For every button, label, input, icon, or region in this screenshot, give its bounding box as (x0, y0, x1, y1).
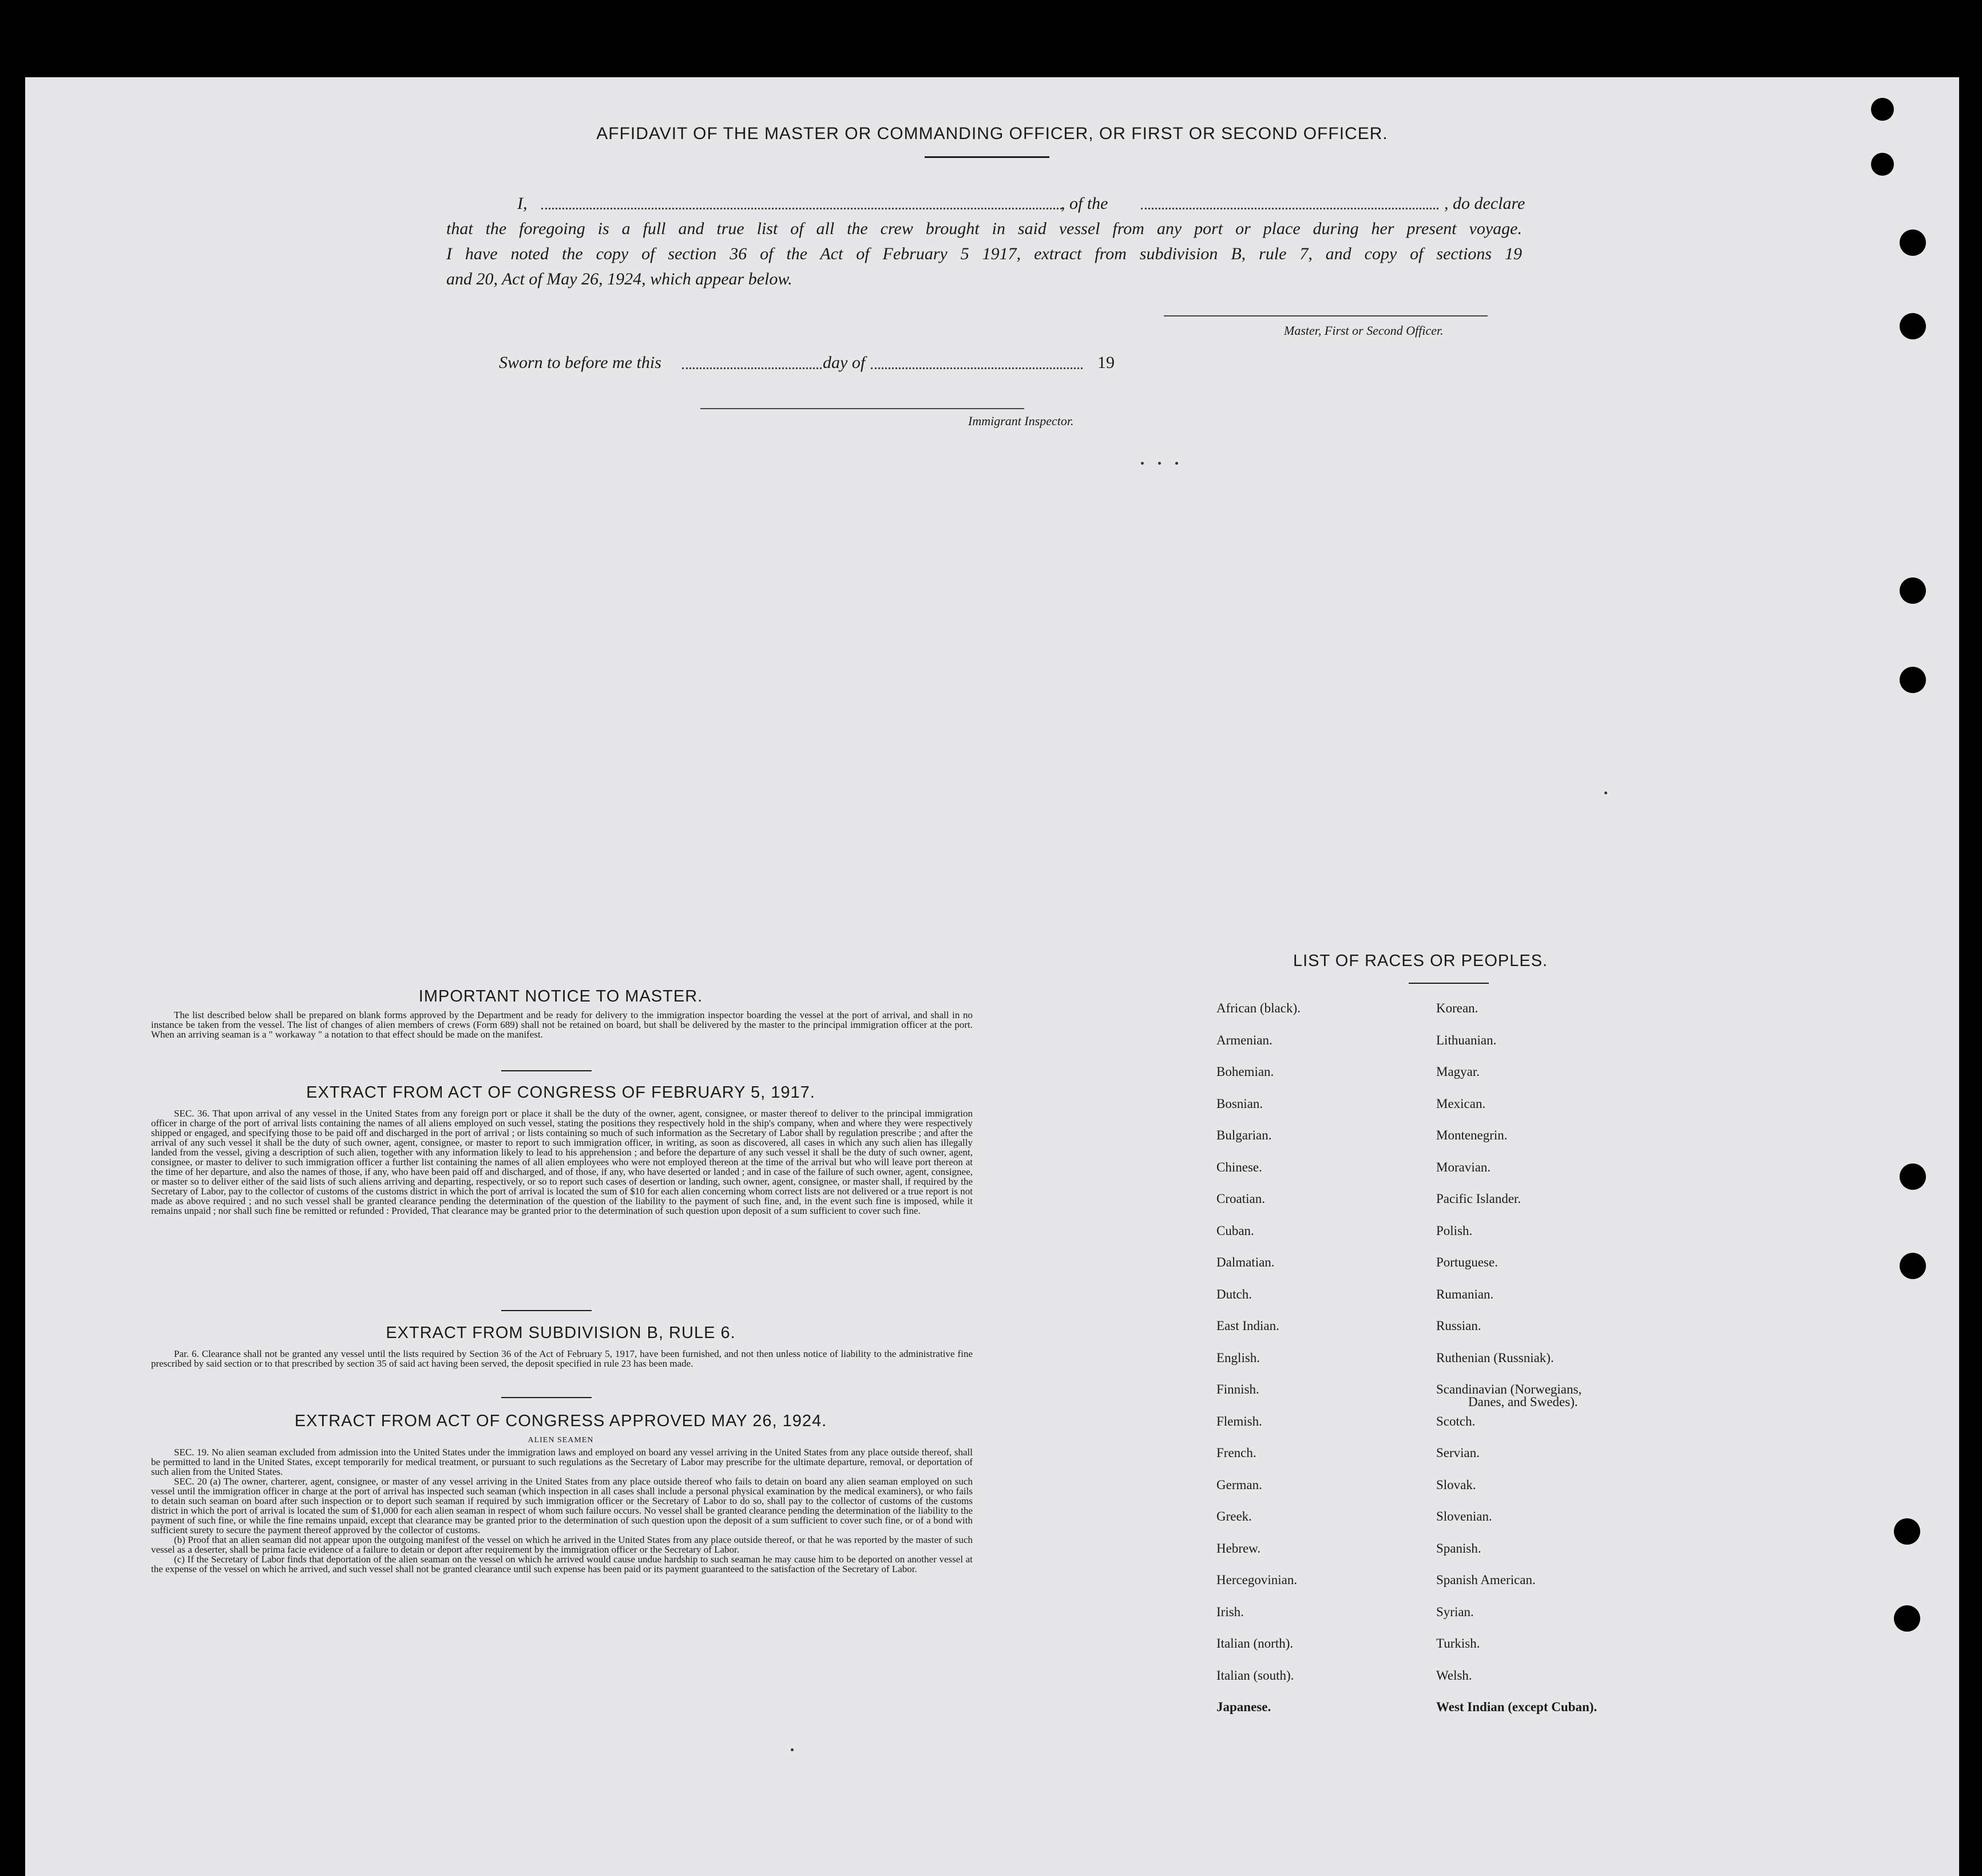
race-item: Turkish. (1436, 1636, 1480, 1651)
race-item: Bulgarian. (1216, 1128, 1272, 1142)
race-item: Dutch. (1216, 1287, 1252, 1301)
affidavit-title: AFFIDAVIT OF THE MASTER OR COMMANDING OFFICER, OR FIRST OR SECOND OFFICER. (596, 124, 1388, 143)
race-item: Moravian. (1436, 1159, 1491, 1174)
race-item: Polish. (1436, 1223, 1473, 1238)
race-item: Mexican. (1436, 1096, 1486, 1111)
punch-hole (1900, 229, 1926, 256)
race-item: Montenegrin. (1436, 1128, 1508, 1142)
race-item: Croatian. (1216, 1192, 1265, 1206)
races-title: LIST OF RACES OR PEOPLES. (1293, 952, 1548, 970)
notice-title: IMPORTANT NOTICE TO MASTER. (418, 987, 703, 1006)
speck (1175, 462, 1178, 465)
punch-hole (1900, 577, 1926, 604)
extract-1924-body (151, 1447, 973, 1574)
race-item: Slovak. (1436, 1477, 1476, 1492)
race-item: Cuban. (1216, 1223, 1254, 1238)
race-item: East Indian. (1216, 1319, 1279, 1333)
punch-hole (1894, 1518, 1920, 1545)
race-item: Italian (south). (1216, 1668, 1294, 1683)
punch-hole (1894, 1605, 1920, 1632)
affidavit-line-4: and 20, Act of May 26, 1924, which appear below. (446, 270, 792, 288)
race-item: English. (1216, 1350, 1260, 1365)
extract-1924-para: (b) Proof that an alien seaman did not appear upon the outgoing manifest of the vessel on which he arrived in the United States from any place outside thereof, or that he was reported by the master of such vessel as a deserter, shall be prima facie evidence of a failure to detain or deport after requirement by the immigration officer or the Secretary of Labor. (151, 1534, 973, 1555)
extract-1924-title: EXTRACT FROM ACT OF CONGRESS APPROVED MAY 26, 1924. (294, 1412, 827, 1430)
rule6-title: EXTRACT FROM SUBDIVISION B, RULE 6. (386, 1324, 736, 1342)
race-item: Flemish. (1216, 1414, 1262, 1428)
race-item: Dalmatian. (1216, 1255, 1275, 1269)
speck (1604, 791, 1607, 794)
race-item: Armenian. (1216, 1032, 1273, 1047)
extract-1924-para: SEC. 19. No alien seaman excluded from admission into the United States under the immigration laws and employed on board any vessel arriving in the United States from any place outside thereof, shall be permitted to land in the United States, except temporarily for medical treatment, or pursuant to such regulations as the Secretary of Labor may prescribe for the ultimate departure, removal, or deportation of such alien from the United States. (151, 1447, 973, 1477)
race-item: Scotch. (1436, 1414, 1476, 1428)
race-item-continuation: Danes, and Swedes). (1468, 1395, 1578, 1409)
race-item: West Indian (except Cuban). (1436, 1700, 1598, 1714)
vessel-blank (1141, 208, 1438, 209)
inspector-label: Immigrant Inspector. (968, 414, 1074, 428)
race-item: Russian. (1436, 1319, 1481, 1333)
affidavit-do-declare: , do declare (1444, 194, 1525, 213)
race-item: Spanish. (1436, 1541, 1481, 1556)
punch-hole (1900, 1253, 1926, 1279)
race-item: Chinese. (1216, 1159, 1262, 1174)
race-item: Portuguese. (1436, 1255, 1498, 1269)
race-item: Japanese. (1216, 1700, 1271, 1714)
race-item: Syrian. (1436, 1604, 1474, 1619)
race-item: Finnish. (1216, 1382, 1259, 1396)
race-item: Greek. (1216, 1509, 1252, 1523)
title-underline (925, 156, 1049, 158)
affidavit-line-2: that the foregoing is a full and true list of all the crew brought in said vessel from any port or place during her present voyage. (446, 219, 1522, 238)
race-item: Magyar. (1436, 1064, 1480, 1079)
race-item: Hercegovinian. (1216, 1573, 1298, 1587)
document-page (25, 77, 1959, 1876)
race-item: African (black). (1216, 1001, 1301, 1015)
race-item: Lithuanian. (1436, 1032, 1497, 1047)
races-right-column (1436, 1000, 1597, 1731)
race-item: Italian (north). (1216, 1636, 1294, 1651)
race-item: Rumanian. (1436, 1287, 1494, 1301)
affidavit-i: I, (517, 194, 528, 213)
race-item: Servian. (1436, 1446, 1480, 1460)
races-left-column (1216, 1000, 1301, 1731)
sworn-year: 19 (1097, 353, 1115, 372)
notice-text: The list described below shall be prepared on blank forms approved by the Department and be ready for delivery to the immigration inspector boarding the vessel at the port of arrival, and shall in no instance be taken from the vessel. The list of changes of alien members of crews (Form 689) shall not be retained on board, but shall be delivered by the master to the principal immigration officer at the port. When an arriving seaman is a " workaway " a notation to that effect should be made on the manifest. (151, 1010, 973, 1040)
notice-divider (501, 1070, 592, 1071)
inspector-signature-line (700, 408, 1024, 409)
speck (791, 1748, 794, 1751)
speck (1141, 462, 1144, 465)
race-item: Bohemian. (1216, 1064, 1274, 1079)
race-item: Slovenian. (1436, 1509, 1492, 1523)
race-item: French. (1216, 1446, 1256, 1460)
race-item: German. (1216, 1477, 1262, 1492)
extract-1924-subtitle: ALIEN SEAMEN (528, 1436, 594, 1444)
punch-hole (1871, 153, 1894, 176)
master-signature-line (1164, 315, 1488, 316)
extract-1924-para: SEC. 20 (a) The owner, charterer, agent, consignee, or master of any vessel arriving in the United States from any place outside thereof who fails to detain on board any alien seaman employed on such vessel until the immigration officer in charge at the port of arrival has inspected such seaman (which inspection in all cases shall include a personal physical examination by the medical examiners), or who fails to detain such seaman on board after such inspection or to deport such seaman if required by such immigration officer or the Secretary of Labor to do so, shall pay to the collector of customs of the customs district in which the port of arrival is located the sum of $1,000 for each alien seaman in respect of whom such failure occurs. No vessel shall be granted clearance pending the determination of the liability to the payment of such fine, or while the fine remains unpaid, except that clearance may be granted prior to the determination of such question upon the deposit of a sum sufficient to cover such fine, or of a bond with sufficient surety to secure the payment thereof approved by the collector of customs. (151, 1476, 973, 1535)
extract-1917-title: EXTRACT FROM ACT OF CONGRESS OF FEBRUARY 5, 1917. (306, 1083, 815, 1102)
race-item: Ruthenian (Russniak). (1436, 1350, 1554, 1365)
punch-hole (1900, 313, 1926, 339)
race-item: Spanish American. (1436, 1573, 1536, 1587)
race-item: Pacific Islander. (1436, 1192, 1521, 1206)
sworn-prefix: Sworn to before me this (499, 353, 661, 372)
sworn-month-blank (871, 367, 1083, 369)
sworn-day-of: day of (823, 353, 866, 372)
race-item: Welsh. (1436, 1668, 1472, 1683)
rule6-text: Par. 6. Clearance shall not be granted any vessel until the lists required by Section 36 of the Act of February 5, 1917, have been furnished, and not then unless notice of liability to the administrative fine prescribed by said section or to that prescribed by section 35 of said act having been served, the deposit specified in rule 23 has been made. (151, 1348, 973, 1369)
affidavit-line-3: I have noted the copy of section 36 of the Act of February 5 1917, extract from subdivision B, rule 7, and copy of sections 19 (446, 244, 1522, 263)
extract-1924-para: (c) If the Secretary of Labor finds that deportation of the alien seaman on the vessel on which he arrived would cause undue hardship to such seaman he may cause him to be deported on another vessel at the expense of the vessel on which he arrived, and such vessel shall not be granted clearance until such expense has been paid or its payment guaranteed to the satisfaction of the Secretary of Labor. (151, 1554, 973, 1574)
master-signature-label: Master, First or Second Officer. (1284, 323, 1444, 338)
race-item (1436, 1381, 1597, 1413)
extract-1917-divider (501, 1310, 592, 1311)
races-underline (1409, 983, 1489, 984)
race-item-text: Scandinavian (Norwegians, (1436, 1382, 1582, 1396)
sworn-day-blank (682, 367, 822, 369)
punch-hole (1900, 1163, 1926, 1190)
race-item: Bosnian. (1216, 1096, 1263, 1111)
extract-1917-text: SEC. 36. That upon arrival of any vessel in the United States from any foreign port or place it shall be the duty of the owner, agent, consignee, or master thereof to deliver to the principal immigration officer in charge of the port of arrival lists containing the names of all aliens employed on such vessel, stating the positions they respectively hold in the ship's company, when and where they were respectively shipped or engaged, and specifying those to be paid off and discharged in the port of arrival ; or lists containing so much of such information as the Secretary of Labor shall by regulation prescribe ; and after the arrival of any such vessel it shall be the duty of such owner, agent, consignee, or master to report to such immigration officer, in writing, as soon as discovered, all cases in which any such alien has illegally landed from the vessel, giving a description of such alien, together with any information likely to lead to his apprehension ; and before the departure of any such vessel it shall be the duty of such owner, agent, consignee, or master to deliver to such immigration officer a further list containing the names of all alien employees who were not employed thereon at the time of the arrival but who will leave port thereon at the time of her departure, and also the names of those, if any, who have been paid off and discharged, and of those, if any, who have deserted or landed ; and in case of the failure of such owner, agent, consignee, or master so to deliver either of the said lists of such aliens arriving and departing, respectively, or so to report such cases of desertion or landing, such owner, agent, consignee, or master shall, if required by the Secretary of Labor, pay to the collector of customs of the customs district in which the port of arrival is located the sum of $10 for each alien concerning whom correct lists are not delivered or a true report is not made as above required ; and no such vessel shall be granted clearance pending the determination of the question of the liability to the payment of such fine, and, in the event such fine is imposed, while it remains unpaid ; nor shall such fine be remitted or refunded : Provided, That clearance may be granted prior to the determination of such question upon deposit of a sum sufficient to cover such fine. (151, 1108, 973, 1216)
race-item: Korean. (1436, 1001, 1478, 1015)
name-blank (541, 208, 1062, 209)
punch-hole (1871, 98, 1894, 121)
speck (1158, 462, 1161, 465)
punch-hole (1900, 667, 1926, 693)
race-item: Hebrew. (1216, 1541, 1261, 1556)
rule6-divider (501, 1397, 592, 1398)
race-item: Irish. (1216, 1604, 1244, 1619)
affidavit-of-the: , of the (1061, 194, 1108, 213)
